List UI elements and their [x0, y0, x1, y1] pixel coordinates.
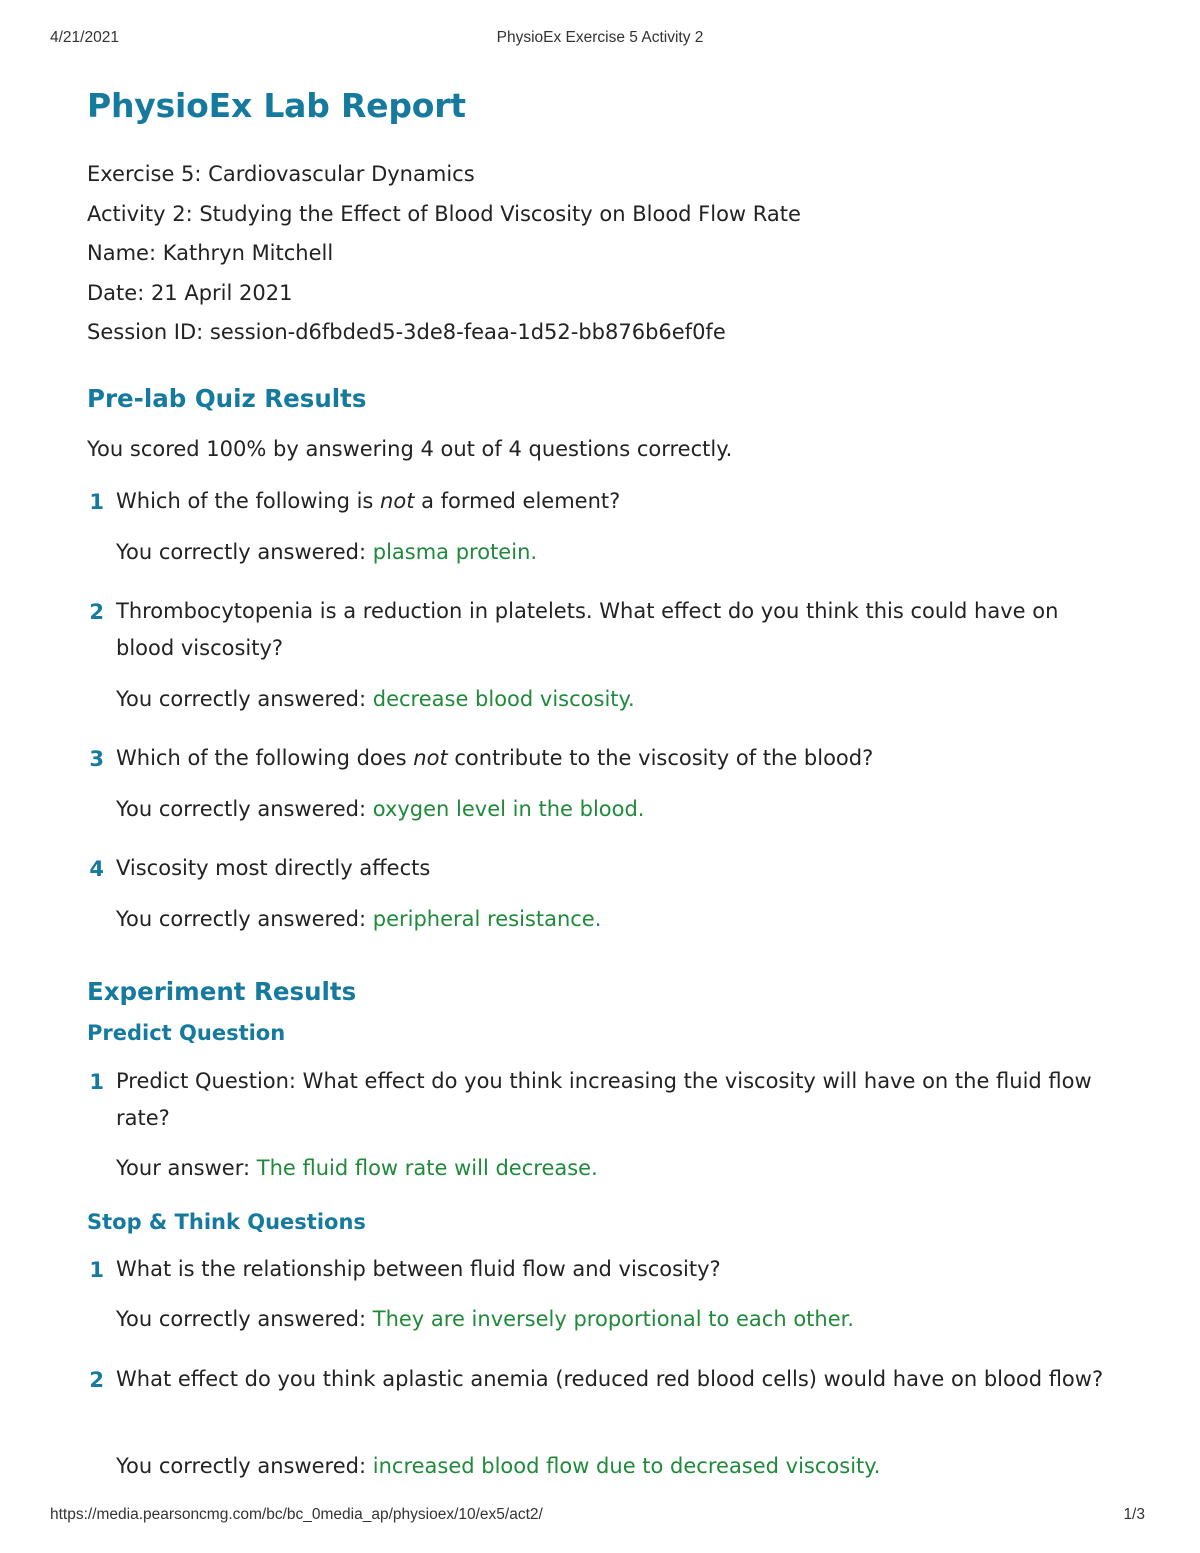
name-line: Name: Kathryn Mitchell: [87, 241, 334, 265]
question-text: Viscosity most directly affects: [116, 856, 431, 880]
answer-line: You correctly answered: peripheral resistance.: [116, 907, 602, 931]
question-text: What is the relationship between fluid flow and viscosity?: [116, 1257, 721, 1281]
correct-answer: oxygen level in the blood.: [372, 797, 645, 821]
answer-line: Your answer: The fluid flow rate will decrease.: [116, 1156, 598, 1180]
question-number: 2: [89, 600, 104, 624]
activity-line: Activity 2: Studying the Effect of Blood Viscosity on Blood Flow Rate: [87, 202, 801, 226]
answer-line: You correctly answered: oxygen level in the blood.: [116, 797, 645, 821]
question-number: 3: [89, 747, 104, 771]
answer-line: You correctly answered: plasma protein.: [116, 540, 538, 564]
question-text: What effect do you think aplastic anemia (reduced red blood cells) would have on blood flow?: [116, 1367, 1104, 1391]
question-text: Which of the following is not a formed element?: [116, 489, 621, 513]
prelab-score: You scored 100% by answering 4 out of 4 questions correctly.: [87, 437, 733, 461]
experiment-heading: Experiment Results: [87, 977, 357, 1006]
answer-line: You correctly answered: They are inversely proportional to each other.: [116, 1307, 855, 1331]
question-number: 1: [89, 1258, 104, 1282]
question-text: Thrombocytopenia is a reduction in platelets. What effect do you think this could have on blood viscosity?: [116, 599, 1059, 660]
answer-line: You correctly answered: decrease blood viscosity.: [116, 687, 635, 711]
print-footer-page: 1/3: [1123, 1506, 1145, 1523]
date-line: Date: 21 April 2021: [87, 281, 293, 305]
question-text: Which of the following does not contribute to the viscosity of the blood?: [116, 746, 874, 770]
correct-answer: increased blood flow due to decreased viscosity.: [372, 1454, 881, 1478]
exercise-line: Exercise 5: Cardiovascular Dynamics: [87, 162, 475, 186]
predict-heading: Predict Question: [87, 1021, 286, 1045]
question-number: 1: [89, 490, 104, 514]
print-header-title: PhysioEx Exercise 5 Activity 2: [496, 29, 704, 46]
correct-answer: decrease blood viscosity.: [372, 687, 635, 711]
question-number: 1: [89, 1070, 104, 1094]
correct-answer: peripheral resistance.: [372, 907, 602, 931]
correct-answer: plasma protein.: [372, 540, 538, 564]
report-title: PhysioEx Lab Report: [87, 86, 466, 125]
your-answer: The fluid flow rate will decrease.: [256, 1156, 598, 1180]
question-text: Predict Question: What effect do you think increasing the viscosity will have on the fluid flow rate?: [116, 1069, 1092, 1130]
print-footer-url: https://media.pearsoncmg.com/bc/bc_0media_ap/physioex/10/ex5/act2/: [50, 1506, 543, 1523]
question-number: 4: [89, 857, 104, 881]
question-number: 2: [89, 1368, 104, 1392]
correct-answer: They are inversely proportional to each other.: [372, 1307, 855, 1331]
answer-line: You correctly answered: increased blood flow due to decreased viscosity.: [116, 1454, 881, 1478]
stop-think-heading: Stop & Think Questions: [87, 1210, 366, 1234]
prelab-heading: Pre-lab Quiz Results: [87, 384, 367, 413]
print-header-date: 4/21/2021: [50, 29, 119, 46]
session-line: Session ID: session-d6fbded5-3de8-feaa-1d52-bb876b6ef0fe: [87, 320, 726, 344]
